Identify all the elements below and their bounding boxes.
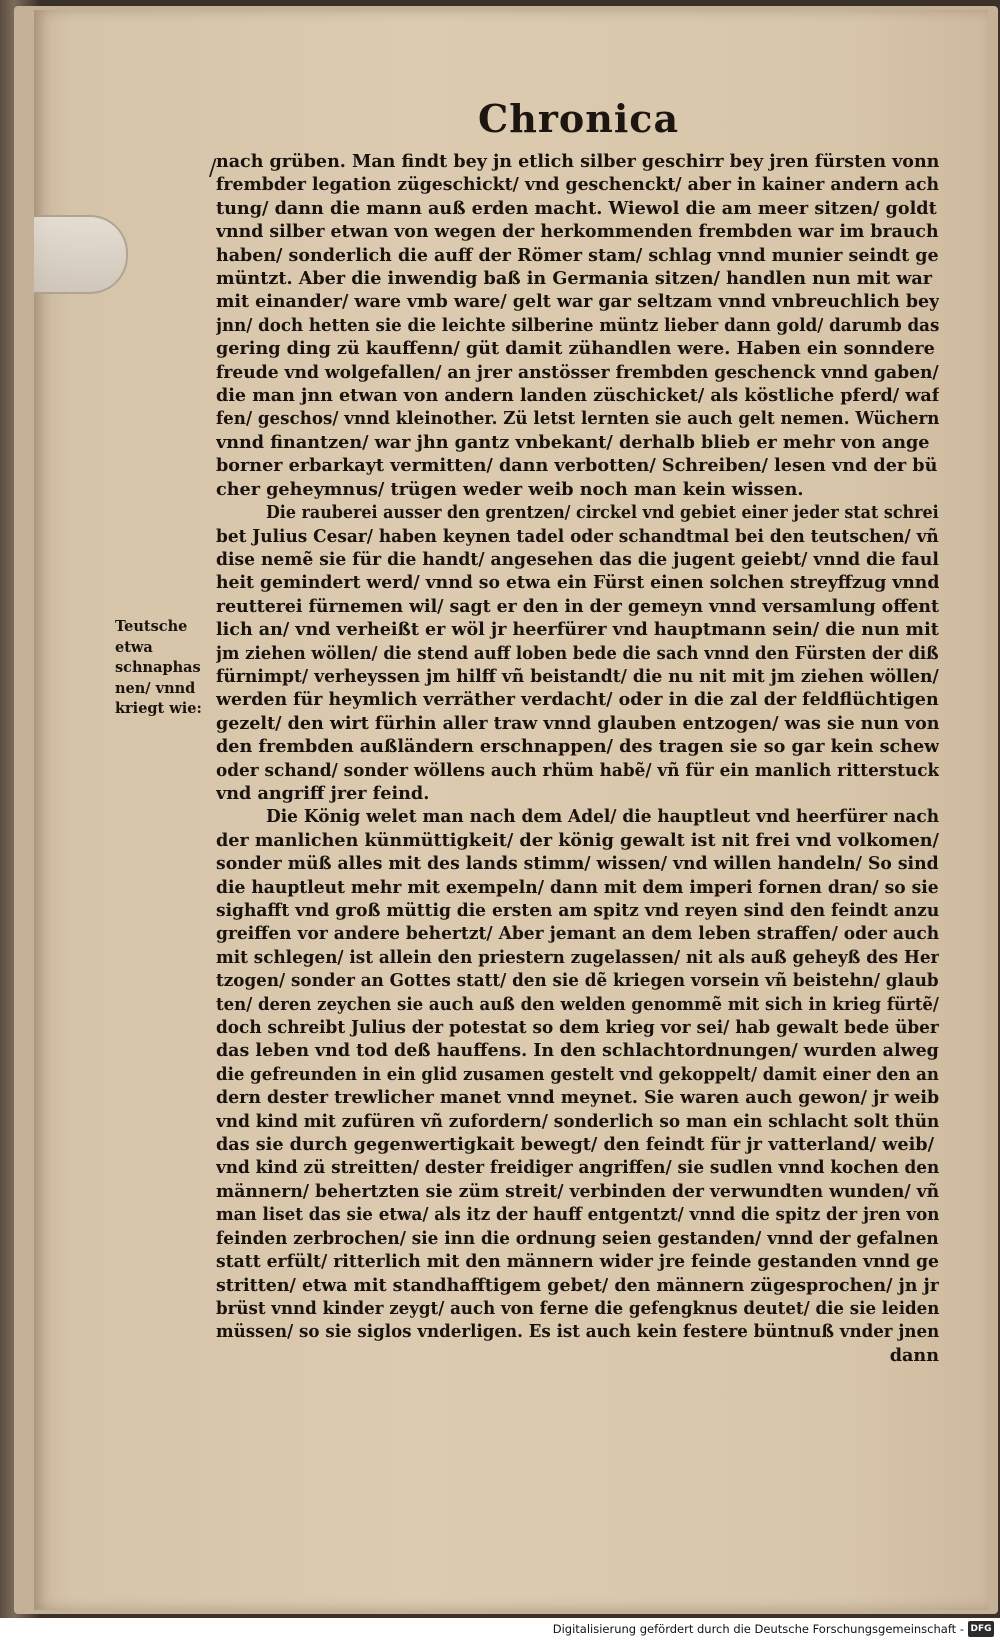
text-line: vnnd finantzen/ war jhn gantz vnbekant/ derhalb blieb er mehr von ange [216, 431, 930, 453]
text-line: tzogen/ sonder an Gottes statt/ den sie dẽ kriegen vorsein vñ beistehn/ glaub [216, 970, 939, 992]
text-line: fürnimpt/ verheyssen jm hilff vñ beistandt/ die nu nit mit jm ziehen wöllen/ [216, 665, 939, 687]
text-line: jnn/ doch hetten sie die leichte silberine müntz lieber dann gold/ darumb das [216, 314, 939, 336]
text-line: haben/ sonderlich die auff der Römer stam/ schlag vnnd munier seindt ge [216, 244, 939, 266]
running-head: Chronica [478, 96, 680, 141]
text-line: dern dester trewlicher manet vnnd meynet. Sie waren auch gewon/ jr weib [216, 1087, 939, 1109]
text-line: das sie durch gegenwertigkait bewegt/ den feindt für jr vatterland/ weib/ [216, 1134, 935, 1156]
dfg-logo: DFG [968, 1621, 994, 1637]
text-line: ten/ deren zeychen sie auch auß den welden genommẽ mit sich in krieg fürtẽ/ [216, 993, 939, 1015]
text-line: bet Julius Cesar/ haben keynen tadel oder schandtmal bei den teutschen/ vñ [216, 525, 939, 547]
text-line: vnd kind mit zufüren vñ zufordern/ sonderlich so man ein schlacht solt thün [216, 1110, 939, 1132]
text-line: vnd angriff jrer feind. [216, 782, 430, 804]
text-line: heit gemindert werd/ vnnd so etwa ein Fürst einen solchen streyffzug vnnd [216, 572, 939, 594]
text-line: mit einander/ ware vmb ware/ gelt war gar seltzam vnnd vnbreuchlich bey [216, 291, 939, 313]
text-line: männern/ behertzten sie züm streit/ verbinden der verwundten wunden/ vñ [216, 1180, 939, 1202]
page-clip [34, 215, 128, 294]
footer-credit: Digitalisierung gefördert durch die Deutsche Forschungsgemeinschaft - [552, 1622, 964, 1636]
gloss-line: etwa [115, 638, 153, 656]
text-line: frembder legation zügeschickt/ vnd geschenckt/ aber in kainer andern ach [216, 174, 939, 196]
text-line: brüst vnnd kinder zeygt/ auch von ferne die gefengknus deutet/ die sie leiden [216, 1297, 939, 1319]
text-line: der manlichen künmüttigkeit/ der könig gewalt ist nit frei vnd volkomen/ [216, 829, 939, 851]
text-line: sonder müß alles mit des lands stimm/ wissen/ vnd willen handeln/ So sind [216, 853, 939, 875]
text-line: die gefreunden in ein glid zusamen gestelt vnd gekoppelt/ damit einer den an [216, 1063, 939, 1085]
text-line: lich an/ vnd verheißt er wöl jr heerfürer vnd hauptmann sein/ die nun mit [216, 619, 939, 641]
text-line: werden für heymlich verräther verdacht/ oder in die zal der feldflüchtigen [216, 689, 939, 711]
marginal-gloss [115, 617, 215, 720]
text-line: tung/ dann die mann auß erden macht. Wiewol die am meer sitzen/ goldt [216, 197, 937, 219]
text-line: cher geheymnus/ trügen weder weib noch man kein wissen. [216, 478, 804, 500]
text-line: doch schreibt Julius der potestat so dem krieg vor sei/ hab gewalt bede über [216, 1017, 939, 1039]
text-line: die man jnn etwan von andern landen züschicket/ als köstliche pferd/ waf [216, 385, 939, 407]
text-line: borner erbarkayt vermitten/ dann verbotten/ Schreiben/ lesen vnd der bü [216, 455, 938, 477]
text-line: greiffen vor andere behertzt/ Aber jemant an dem leben straffen/ oder auch [216, 923, 939, 945]
text-line: man liset das sie etwa/ als itz der hauff entgentzt/ vnnd die spitz der jren von [216, 1204, 939, 1226]
text-line: oder schand/ sonder wöllens auch rhüm habẽ/ vñ für ein manlich ritterstuck [216, 759, 939, 781]
text-line: Die König welet man nach dem Adel/ die hauptleut vnd heerfürer nach [266, 806, 939, 828]
text-line: das leben vnd tod deß hauffens. In den schlachtordnungen/ wurden alweg [216, 1040, 939, 1062]
text-line: mit schlegen/ ist allein den priestern zugelassen/ nit als auß geheyß des Her [216, 946, 939, 968]
text-line: Die rauberei ausser den grentzen/ circkel vnd gebiet einer jeder stat schrei [266, 502, 939, 524]
text-line: nach grüben. Man findt bey jn etlich silber geschirr bey jren fürsten vonn [216, 151, 939, 172]
text-line: jm ziehen wöllen/ die stend auff loben bede die sach vnnd den Fürsten der diß [216, 642, 939, 664]
text-line: feinden zerbrochen/ sie inn die ordnung seien gestanden/ vnnd der gefalnen [216, 1227, 939, 1249]
text-line: vnnd silber etwan von wegen der herkommenden frembden war im brauch [216, 221, 939, 243]
text-line: die hauptleut mehr mit exempeln/ dann mit dem imperi fornen dran/ so sie [216, 876, 939, 898]
text-line: dise nemẽ sie für die handt/ angesehen das die jugent geiebt/ vnnd die faul [216, 548, 939, 570]
text-line: freude vnd wolgefallen/ an jrer anstösser frembden geschenck vnnd gaben/ [216, 361, 939, 383]
text-line: müssen/ so sie siglos vnderligen. Es ist auch kein festere büntnuß vnder jnen [216, 1321, 939, 1343]
gloss-line: schnaphas [115, 659, 201, 676]
gloss-line: kriegt wie: [115, 700, 202, 717]
gloss-line: Teutsche [115, 618, 188, 635]
digitization-footer [0, 1618, 1000, 1642]
text-line: stritten/ etwa mit standhafftigem gebet/ den männern zügesprochen/ jn jr [216, 1274, 939, 1296]
text-line: statt erfült/ ritterlich mit den männern wider jre feinde gestanden vnnd ge [216, 1251, 939, 1273]
margin-mark: / [209, 156, 217, 181]
catchword: dann [889, 1344, 939, 1366]
text-line: reutterei fürnemen wil/ sagt er den in der gemeyn vnnd versamlung offent [216, 595, 939, 617]
text-line: vnd kind zü streitten/ dester freidiger angriffen/ sie sudlen vnnd kochen den [216, 1157, 939, 1179]
text-line: sighafft vnd groß müttig die ersten am spitz vnd reyen sind den feindt anzu [216, 900, 939, 921]
text-line: den frembden außländern erschnappen/ des tragen sie so gar kein schew [216, 736, 939, 758]
text-line: müntzt. Aber die inwendig baß in Germania sitzen/ handlen nun mit war [216, 268, 933, 290]
text-line: fen/ geschos/ vnnd kleinother. Zü letst lernten sie auch gelt nemen. Wüchern [216, 408, 939, 430]
text-line: gezelt/ den wirt fürhin aller traw vnnd glauben entzogen/ was sie nun von [216, 712, 939, 734]
main-text-block [216, 150, 939, 1367]
text-line: gering ding zü kauffenn/ güt damit zühandlen were. Haben ein sonndere [216, 338, 935, 360]
gloss-line: nen/ vnnd [115, 679, 196, 697]
